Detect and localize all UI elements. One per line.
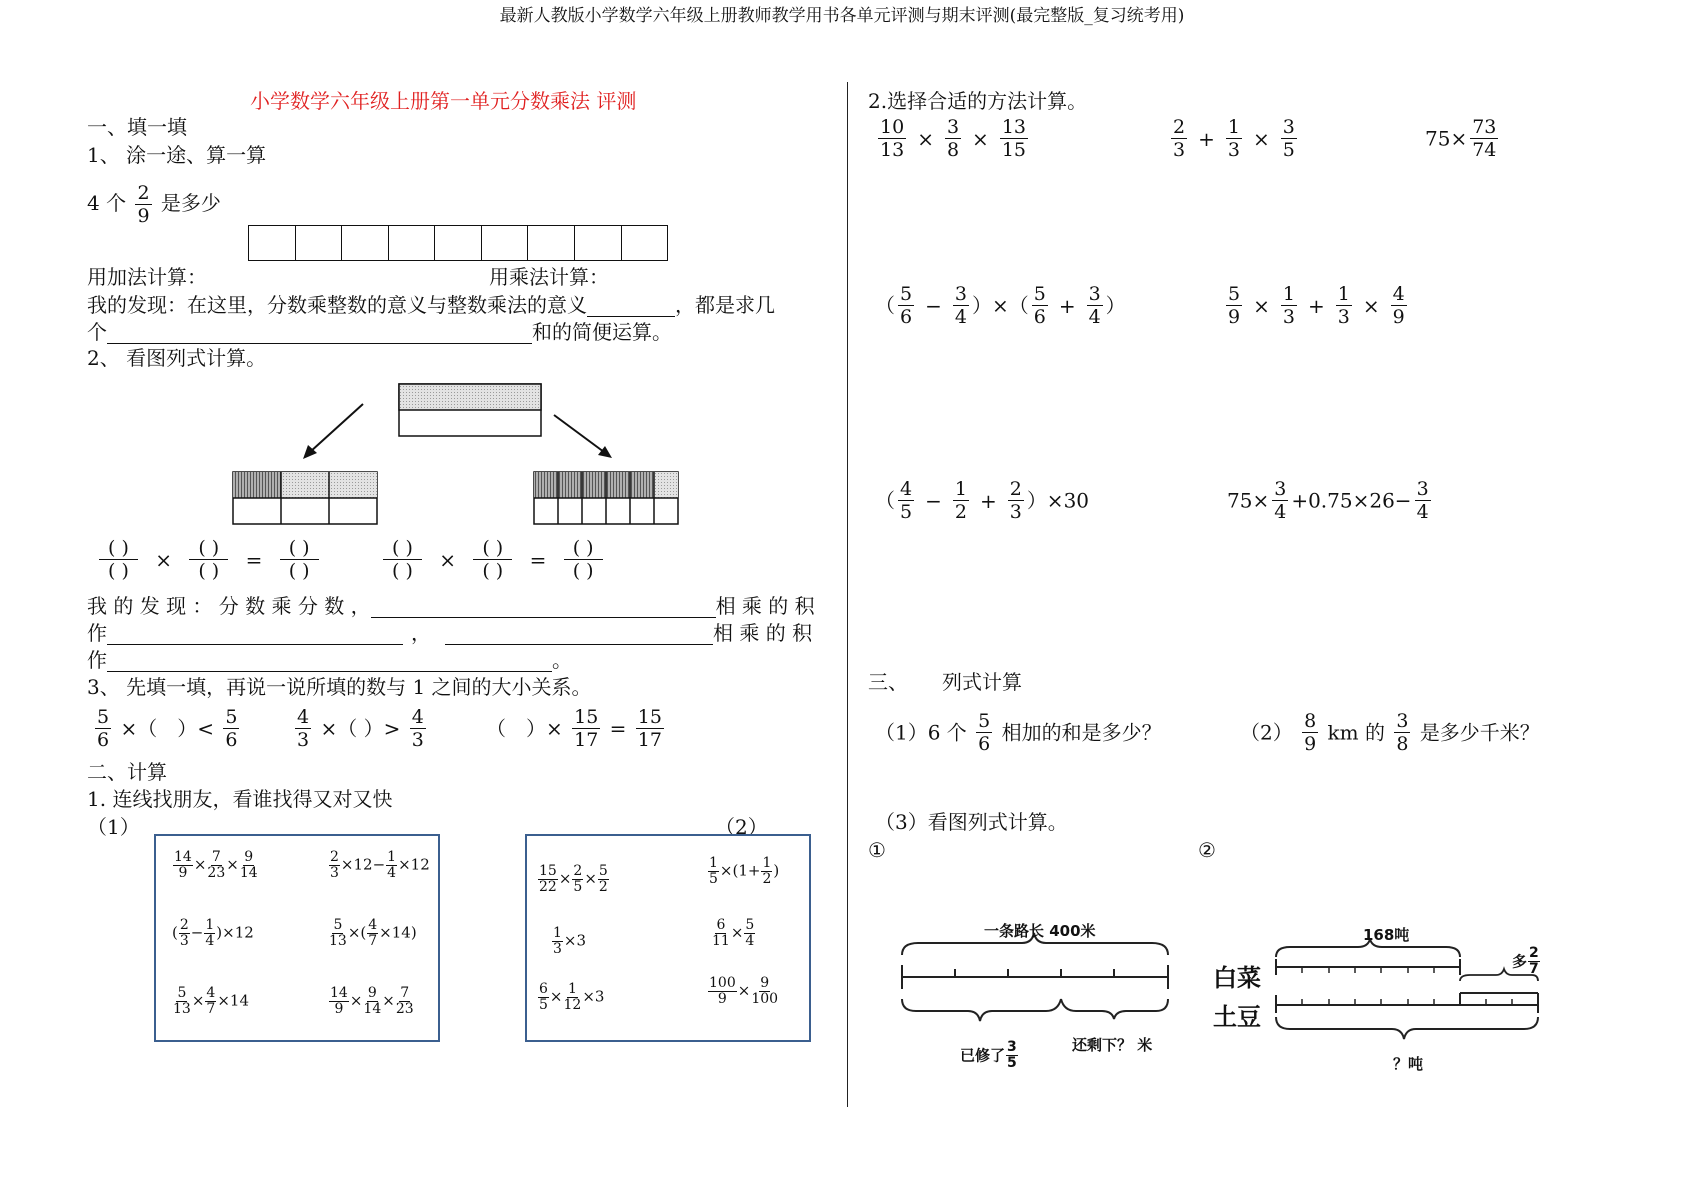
potato-weight-label: ？吨 bbox=[1393, 1055, 1424, 1073]
answer-blank[interactable] bbox=[107, 622, 403, 645]
question-1: 1、 涂一途、算一算 bbox=[87, 143, 267, 167]
discovery-2-line-3: 作 。 bbox=[87, 648, 572, 672]
match-expr[interactable]: $\frac{15}{22}$ × $\frac{2}{5}$ × $\frac{5}{2}$ bbox=[539, 863, 608, 895]
match-expr[interactable]: $\frac{1}{3}$ ×3 bbox=[553, 925, 587, 957]
match-expr[interactable]: $\frac{1}{5}$ ×(1+ $\frac{1}{2}$ ) bbox=[709, 855, 780, 887]
calc-2-heading: 2.选择合适的方法计算。 bbox=[868, 89, 1088, 113]
match-expr[interactable]: $\frac{14}{9}$ × $\frac{9}{14}$ × $\frac{7}{23}$ bbox=[330, 985, 414, 1017]
list-calc-2[interactable]: （2） $\frac{8}{9}$ km 的 $\frac{3}{8}$ 是多少千米？ bbox=[1240, 710, 1540, 755]
q3-item-1[interactable]: $\frac{5}{6}$ ×（ ）< $\frac{5}{6}$ bbox=[97, 706, 238, 751]
cabbage-weight-label: 168吨 bbox=[1363, 926, 1410, 944]
part-1-label: （1） bbox=[87, 815, 140, 839]
match-expr[interactable]: $\frac{100}{9}$ × $\frac{9}{100}$ bbox=[709, 975, 779, 1007]
matching-box-1 bbox=[154, 834, 440, 1042]
section-1-heading: 一、填一填 bbox=[87, 115, 187, 139]
road-remaining-label: 还剩下？ 米 bbox=[1072, 1036, 1153, 1054]
addition-calc-label: 用加法计算： bbox=[87, 265, 207, 289]
cabbage-label: 白菜 bbox=[1213, 964, 1261, 992]
q3-item-2[interactable]: $\frac{4}{3}$ ×（ ）> $\frac{4}{3}$ bbox=[297, 706, 424, 751]
expression[interactable]: （ $\frac{4}{5}$ − $\frac{1}{2}$ + $\frac{2}{3}$ ）×30 bbox=[875, 478, 1090, 523]
part-2-label: （2） bbox=[715, 815, 768, 839]
expression[interactable]: $\frac{5}{9}$ × $\frac{1}{3}$ + $\frac{1}{3}$ × $\frac{4}{9}$ bbox=[1228, 283, 1405, 328]
discovery-2-line-1: 我 的 发 现 ： 分 数 乘 分 数 ， 相 乘 的 积 bbox=[87, 594, 815, 618]
road-built-label: 已修了 $\frac{3}{5}$ bbox=[960, 1039, 1017, 1071]
column-divider bbox=[847, 82, 848, 1107]
expression[interactable]: $\frac{10}{13}$ × $\frac{3}{8}$ × $\frac{13}{15}$ bbox=[880, 116, 1026, 161]
circle-2: ② bbox=[1198, 838, 1216, 862]
more-label: 多 $\frac{2}{7}$ bbox=[1512, 945, 1539, 977]
answer-blank[interactable] bbox=[371, 595, 716, 618]
expression[interactable]: 75× $\frac{3}{4}$ +0.75×26− $\frac{3}{4}$ bbox=[1227, 478, 1429, 523]
match-expr[interactable]: $\frac{6}{5}$ × $\frac{1}{12}$ ×3 bbox=[539, 981, 605, 1013]
expression[interactable]: $\frac{2}{3}$ + $\frac{1}{3}$ × $\frac{3}{5}$ bbox=[1173, 116, 1295, 161]
circle-1: ① bbox=[868, 838, 886, 862]
discovery-1-line-2: 个 和的简便运算。 bbox=[87, 320, 672, 344]
answer-blank[interactable] bbox=[107, 649, 552, 672]
expression[interactable]: 75× $\frac{73}{74}$ bbox=[1425, 116, 1497, 161]
answer-blank[interactable] bbox=[445, 622, 713, 645]
road-total-label: 一条路长 400米 bbox=[984, 922, 1096, 940]
match-expr[interactable]: $\frac{6}{11}$ × $\frac{5}{4}$ bbox=[712, 917, 755, 949]
match-expr[interactable]: $\frac{5}{13}$ × $\frac{4}{7}$ ×14 bbox=[173, 985, 249, 1017]
discovery-1-line-1: 我的发现：在这里，分数乘整数的意义与整数乘法的意义 ，都是求几 bbox=[87, 293, 775, 317]
multiplication-calc-label: 用乘法计算： bbox=[489, 265, 609, 289]
match-expr[interactable]: $\frac{14}{9}$ × $\frac{7}{23}$ × $\frac{9}{14}$ bbox=[174, 849, 258, 881]
calc-1-heading: 1. 连线找朋友，看谁找得又对又快 bbox=[87, 787, 393, 811]
question-3: 3、 先填一填，再说一说所填的数与 1 之间的大小关系。 bbox=[87, 675, 592, 699]
discovery-2-line-2: 作 ， 相 乘 的 积 bbox=[87, 621, 813, 645]
q3-item-3[interactable]: （ ）× $\frac{15}{17}$ = $\frac{15}{17}$ bbox=[486, 706, 662, 751]
page-header: 最新人教版小学数学六年级上册教师教学用书各单元评测与期末评测(最完整版_复习统考用) bbox=[499, 6, 1185, 26]
question-1-prompt: 4 个 $\frac{2}{9}$ 是多少 bbox=[87, 182, 221, 227]
potato-label: 土豆 bbox=[1213, 1003, 1261, 1031]
blank-equation-right[interactable]: $\frac{( )}{( )}$ × $\frac{( )}{( )}$ = $\frac{( )}{( )}$ bbox=[380, 537, 606, 582]
section-2-heading: 二、计算 bbox=[87, 760, 167, 784]
answer-blank[interactable] bbox=[107, 321, 532, 344]
page-title: 小学数学六年级上册第一单元分数乘法 评测 bbox=[250, 89, 637, 113]
blank-equation-left[interactable]: $\frac{( )}{( )}$ × $\frac{( )}{( )}$ = $\frac{( )}{( )}$ bbox=[96, 537, 322, 582]
expression[interactable]: （ $\frac{5}{6}$ − $\frac{3}{4}$ ）×（ $\frac{5}{6}$ + $\frac{3}{4}$ ） bbox=[875, 283, 1126, 328]
nine-cell-bar[interactable] bbox=[248, 225, 668, 261]
section-3-heading: 三、 列式计算 bbox=[868, 670, 1022, 694]
answer-blank[interactable] bbox=[587, 294, 675, 317]
match-expr[interactable]: ( $\frac{2}{3}$ − $\frac{1}{4}$ )×12 bbox=[172, 917, 254, 949]
matching-box-2 bbox=[525, 834, 811, 1042]
fraction: $\frac{2}{9}$ bbox=[137, 182, 150, 227]
list-calc-1[interactable]: （1）6 个 $\frac{5}{6}$ 相加的和是多少？ bbox=[875, 710, 1162, 755]
question-2: 2、 看图列式计算。 bbox=[87, 346, 267, 370]
match-expr[interactable]: $\frac{5}{13}$ ×( $\frac{4}{7}$ ×14) bbox=[329, 917, 417, 949]
fraction-area-diagram bbox=[220, 380, 690, 530]
list-calc-3: （3）看图列式计算。 bbox=[875, 810, 1068, 834]
match-expr[interactable]: $\frac{2}{3}$ ×12− $\frac{1}{4}$ ×12 bbox=[330, 849, 430, 881]
